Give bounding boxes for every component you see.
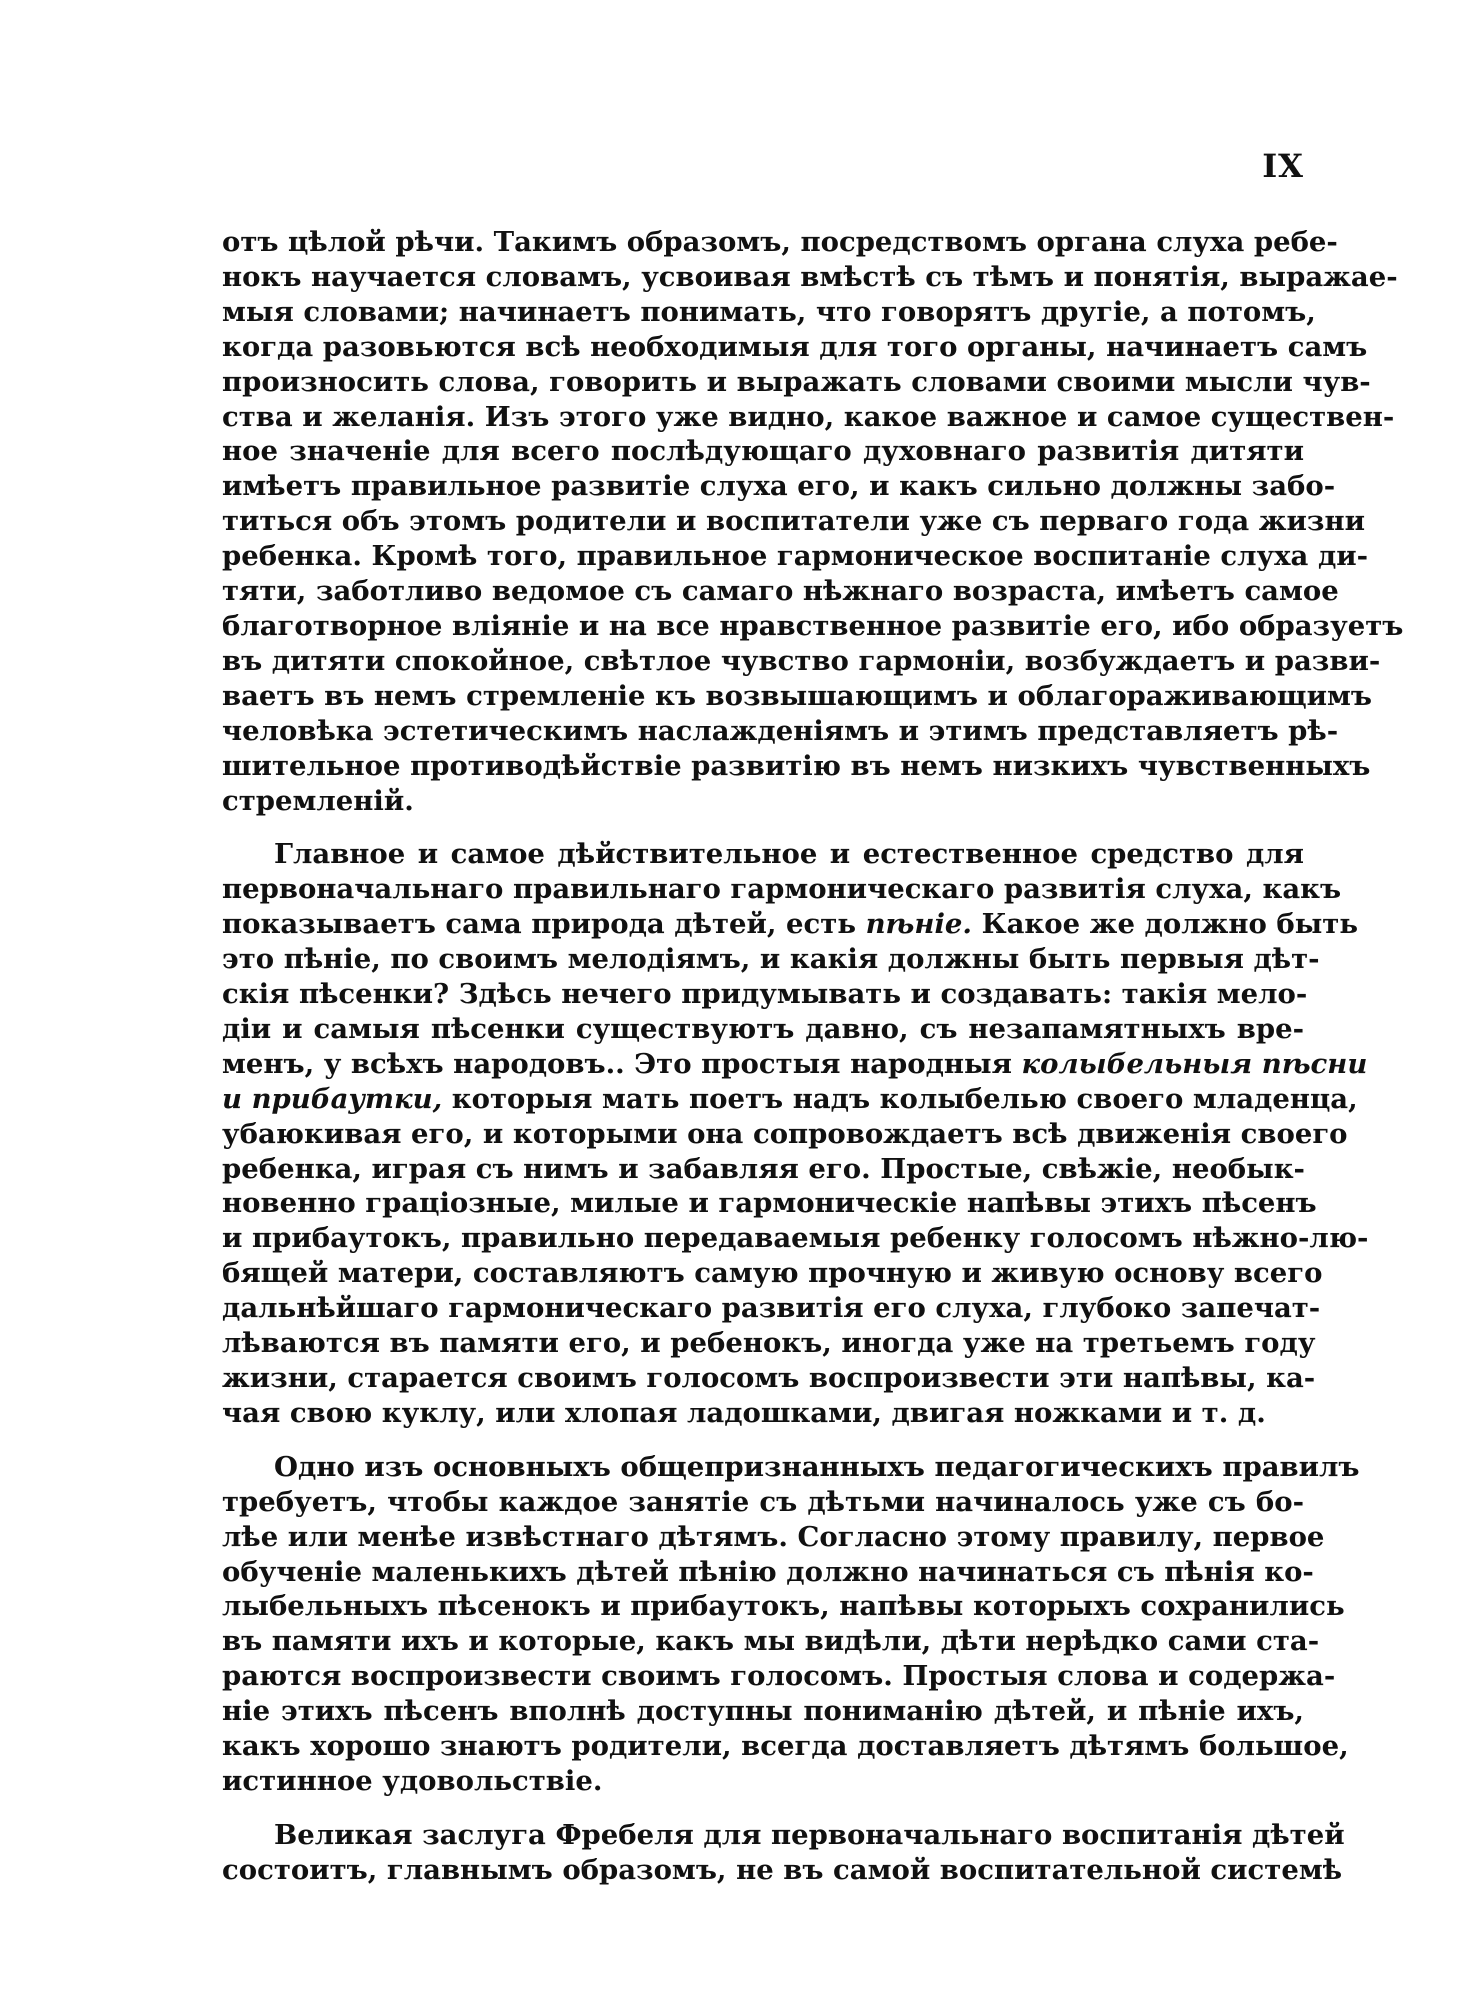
- text-run: Одно изъ основныхъ общепризнанныхъ педагогическихъ правилъ: [274, 1450, 1360, 1483]
- text-line: [222, 1082, 1358, 1117]
- text-line: [222, 330, 1368, 365]
- text-line: [222, 872, 1342, 907]
- text-run: истинное удовольствіе.: [222, 1764, 603, 1797]
- text-run: нокъ научается словамъ, усвоивая вмѣстѣ съ тѣмъ и понятія, выражае-: [222, 260, 1398, 293]
- text-line: [222, 837, 1304, 872]
- text-line: [222, 1694, 1304, 1729]
- text-line: [222, 749, 1371, 784]
- text-run: Главное и самое дѣйствительное и естественное средство для: [274, 838, 1304, 871]
- text-line: [222, 434, 1304, 469]
- paragraph: [222, 1818, 1345, 1888]
- text-line: [222, 365, 1371, 400]
- text-run: чая свою куклу, или хлопая ладошками, двигая ножками и т. д.: [222, 1396, 1266, 1429]
- text-run: тяти, заботливо ведомое съ самаго нѣжнаго возраста, имѣетъ самое: [222, 575, 1339, 608]
- text-run: ребенка, играя съ нимъ и забавляя его. Простые, свѣжіе, необык-: [222, 1152, 1305, 1185]
- text-run: новенно граціозные, милые и гармоническіе напѣвы этихъ пѣсенъ: [222, 1187, 1317, 1220]
- text-run: ребенка. Кромѣ того, правильное гармоническое воспитаніе слуха ди-: [222, 540, 1369, 573]
- text-run: титься объ этомъ родители и воспитатели уже съ перваго года жизни: [222, 505, 1366, 538]
- text-line: [222, 1326, 1316, 1361]
- text-run: требуетъ, чтобы каждое занятіе съ дѣтьми начиналось уже съ бо-: [222, 1485, 1304, 1518]
- text-run: бящей матери, составляютъ самую прочную и живую основу всего: [222, 1257, 1323, 1290]
- paragraph: [222, 225, 1404, 818]
- paragraph: [222, 1450, 1360, 1799]
- text-line: [222, 1291, 1321, 1326]
- text-run: жизни, старается своимъ голосомъ воспроизвести эти напѣвы, ка-: [222, 1362, 1316, 1394]
- text-line: [222, 1853, 1343, 1888]
- text-line: [222, 1047, 1368, 1082]
- text-line: [222, 1256, 1323, 1291]
- text-line: [222, 977, 1308, 1012]
- text-run: шительное противодѣйствіе развитію въ немъ низкихъ чувственныхъ: [222, 749, 1371, 782]
- text-line: [222, 784, 1304, 819]
- text-line: [222, 1485, 1304, 1520]
- text-line: [222, 1818, 1345, 1853]
- text-run: мыя словами; начинаетъ понимать, что говорятъ другіе, а потомъ,: [222, 295, 1316, 328]
- body-text: [222, 225, 1404, 1907]
- text-line: [222, 1764, 1304, 1799]
- text-run: лыбельныхъ пѣсенокъ и прибаутокъ, напѣвы которыхъ сохранились: [222, 1590, 1345, 1623]
- text-line: [222, 1012, 1304, 1047]
- text-run: состоитъ, главнымъ образомъ, не въ самой воспитательной системѣ: [222, 1853, 1343, 1886]
- text-run: имѣетъ правильное развитіе слуха его, и какъ сильно должны забо-: [222, 470, 1336, 503]
- text-line: [222, 1450, 1360, 1485]
- text-run: убаюкивая его, и которыми она сопровождаетъ всѣ движенія своего: [222, 1117, 1348, 1150]
- text-line: [222, 1729, 1349, 1764]
- text-run: раются воспроизвести своимъ голосомъ. Простыя слова и содержа-: [222, 1660, 1336, 1693]
- text-run: обученіе маленькихъ дѣтей пѣнію должно начинаться съ пѣнія ко-: [222, 1555, 1314, 1588]
- text-line: [222, 942, 1320, 977]
- text-run: ства и желанія. Изъ этого уже видно, какое важное и самое существен-: [222, 400, 1395, 433]
- text-line: [222, 1659, 1336, 1694]
- text-line: [222, 1361, 1316, 1396]
- text-line: [222, 679, 1373, 714]
- text-run: человѣка эстетическимъ наслажденіямъ и этимъ представляетъ рѣ-: [222, 714, 1339, 747]
- text-run: первоначальнаго правильнаго гармоническаго развитія слуха, какъ: [222, 873, 1342, 906]
- text-line: [222, 504, 1366, 539]
- text-line: [222, 1186, 1317, 1221]
- text-run: показываетъ сама природа дѣтей, есть: [222, 908, 866, 941]
- text-run: ніе этихъ пѣсенъ вполнѣ доступны пониманію дѣтей, и пѣніе ихъ,: [222, 1695, 1304, 1728]
- text-line: [222, 1396, 1304, 1431]
- text-line: [222, 295, 1316, 330]
- page-number: IX: [1262, 147, 1304, 185]
- text-run: въ памяти ихъ и которые, какъ мы видѣли, дѣти нерѣдко сами ста-: [222, 1625, 1320, 1658]
- text-line: [222, 400, 1395, 435]
- text-run: которыя мать поетъ надъ колыбелью своего младенца,: [442, 1082, 1358, 1115]
- text-line: [222, 1624, 1320, 1659]
- text-run: лѣе или менѣе извѣстнаго дѣтямъ. Согласно этому правилу, первое: [222, 1520, 1325, 1553]
- text-line: [222, 644, 1381, 679]
- text-run: Какое же должно быть: [972, 908, 1359, 941]
- text-run: лѣваются въ памяти его, и ребенокъ, иногда уже на третьемъ году: [222, 1327, 1316, 1360]
- italic-text: и прибаутки,: [222, 1082, 443, 1115]
- text-line: [222, 469, 1336, 504]
- text-line: [222, 714, 1339, 749]
- text-line: [222, 225, 1338, 260]
- text-run: когда разовьются всѣ необходимыя для того органы, начинаетъ самъ: [222, 330, 1368, 363]
- text-line: [222, 1520, 1325, 1555]
- text-line: [222, 1152, 1304, 1187]
- text-line: [222, 1117, 1348, 1152]
- text-run: дальнѣйшаго гармоническаго развитія его слуха, глубоко запечат-: [222, 1292, 1321, 1325]
- text-run: отъ цѣлой рѣчи. Такимъ образомъ, посредствомъ органа слуха ребе-: [222, 226, 1338, 258]
- text-run: какъ хорошо знаютъ родители, всегда доставляетъ дѣтямъ большое,: [222, 1730, 1349, 1763]
- text-line: [222, 1589, 1345, 1624]
- text-run: ное значеніе для всего послѣдующаго духовнаго развитія дитяти: [222, 435, 1304, 468]
- italic-text: колыбельныя пѣсни: [1021, 1047, 1368, 1080]
- text-line: [222, 907, 1359, 942]
- text-run: скія пѣсенки? Здѣсь нечего придумывать и создавать: такія мело-: [222, 978, 1308, 1011]
- text-run: діи и самыя пѣсенки существуютъ давно, съ незапамятныхъ вре-: [222, 1012, 1304, 1045]
- text-run: это пѣніе, по своимъ мелодіямъ, и какія должны быть первыя дѣт-: [222, 943, 1320, 976]
- text-line: [222, 260, 1398, 295]
- paragraph: [222, 837, 1369, 1430]
- text-run: благотворное вліяніе и на все нравственное развитіе его, ибо образуетъ: [222, 609, 1404, 642]
- text-line: [222, 539, 1369, 574]
- text-run: Великая заслуга Фребеля для первоначальнаго воспитанія дѣтей: [274, 1818, 1345, 1851]
- text-run: въ дитяти спокойное, свѣтлое чувство гармоніи, возбуждаетъ и разви-: [222, 644, 1381, 677]
- text-line: [222, 1555, 1314, 1590]
- text-run: произносить слова, говорить и выражать словами своими мысли чув-: [222, 365, 1371, 398]
- text-line: [222, 1221, 1369, 1256]
- text-run: ваетъ въ немъ стремленіе къ возвышающимъ и облагораживающимъ: [222, 679, 1373, 712]
- italic-text: пѣніе.: [865, 908, 972, 941]
- text-run: менъ, у всѣхъ народовъ.. Это простыя народныя: [222, 1047, 1022, 1080]
- text-run: стремленій.: [222, 784, 414, 817]
- text-line: [222, 574, 1339, 609]
- text-line: [222, 609, 1404, 644]
- text-run: и прибаутокъ, правильно передаваемыя ребенку голосомъ нѣжно-лю-: [222, 1222, 1369, 1255]
